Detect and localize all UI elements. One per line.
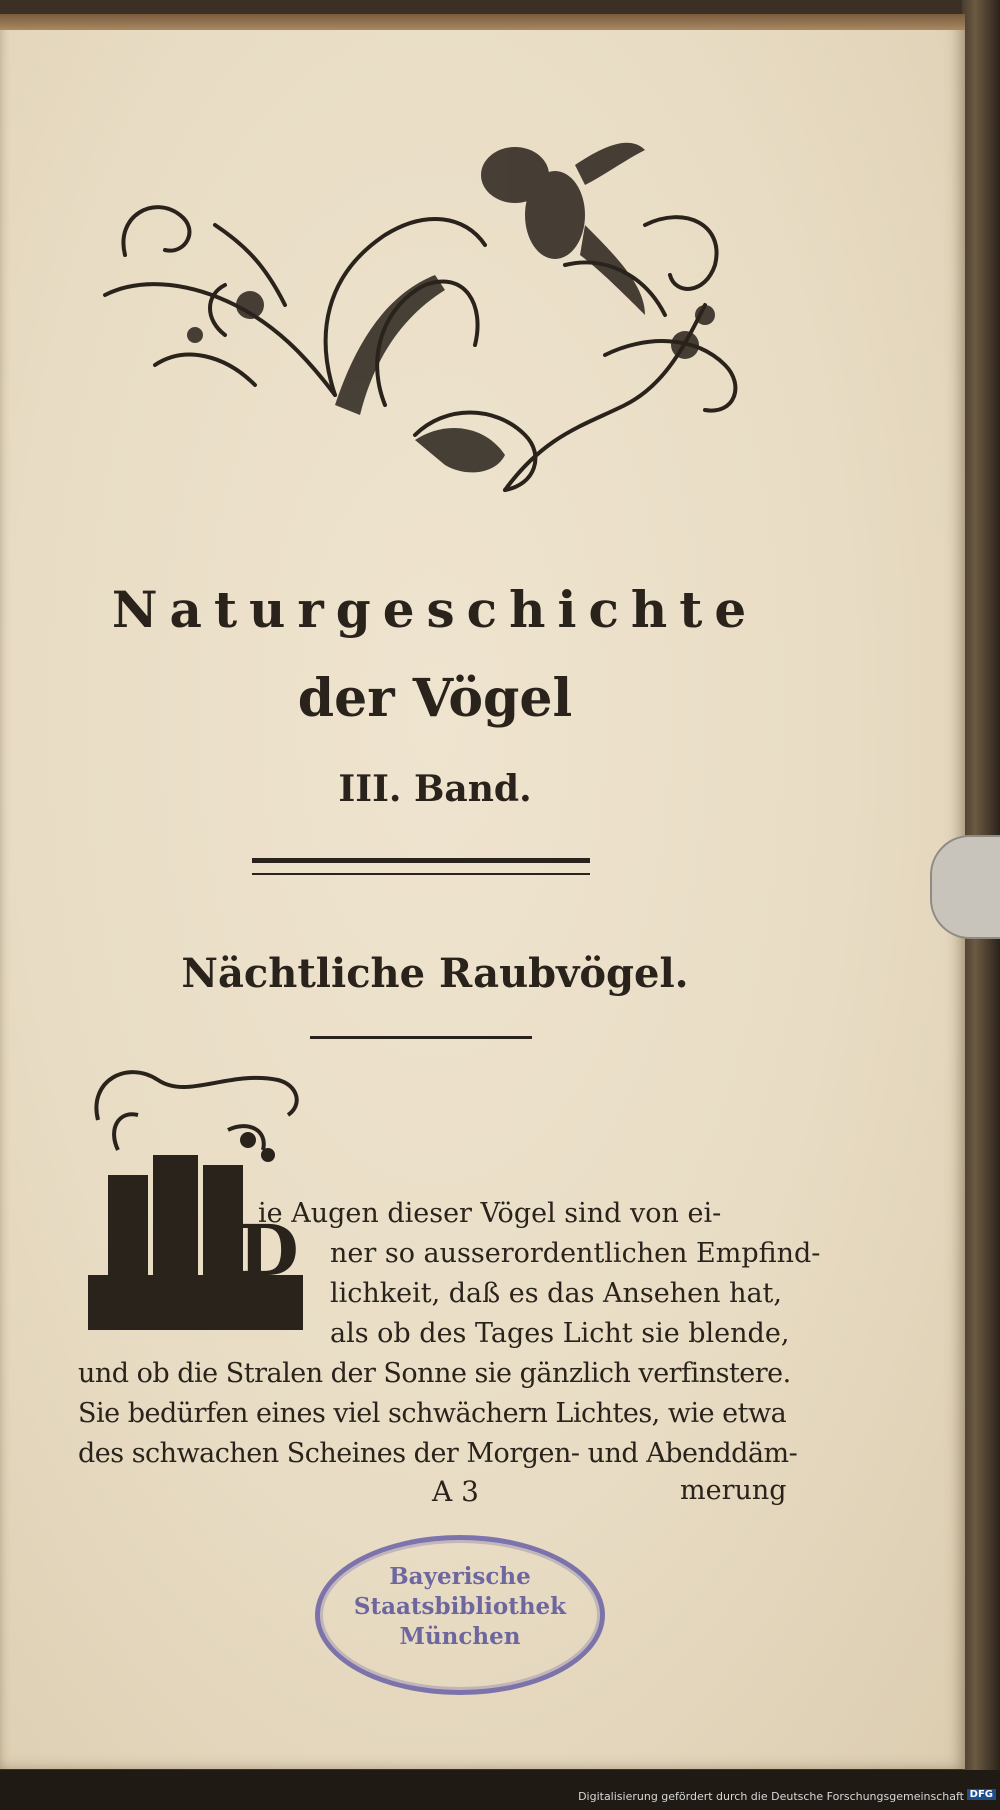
signature-mark: A 3 xyxy=(432,1475,479,1508)
stamp-line-1: Bayerische xyxy=(389,1563,531,1590)
body-line-5: und ob die Stralen der Sonne sie gänzlich verfinstere. xyxy=(78,1358,791,1389)
catchword: merung xyxy=(680,1475,787,1506)
library-stamp xyxy=(315,1535,605,1695)
book-title-line1: Naturgeschichte xyxy=(111,580,759,639)
digitization-credit: Digitalisierung gefördert durch die Deutsche Forschungsgemeinschaft xyxy=(578,1790,964,1803)
body-line-2: ner so ausserordentlichen Empfind- xyxy=(330,1238,821,1269)
book-title-line2: der Vögel xyxy=(297,668,573,729)
section-title: Nächtliche Raubvögel. xyxy=(181,950,689,997)
volume-label: III. Band. xyxy=(338,768,532,810)
body-line-3: lichkeit, daß es das Ansehen hat, xyxy=(330,1278,782,1309)
ornamental-vignette-cherub xyxy=(85,105,765,500)
double-rule-divider xyxy=(252,858,590,875)
dfg-logo: DFG xyxy=(967,1789,996,1800)
single-rule-divider xyxy=(310,1036,532,1039)
page-top-edge xyxy=(0,14,965,30)
body-line-7: des schwachen Scheines der Morgen- und Abenddäm- xyxy=(78,1438,798,1469)
stamp-line-2: Staatsbibliothek xyxy=(353,1593,567,1620)
body-line-6: Sie bedürfen eines viel schwächern Lichtes, wie etwa xyxy=(78,1398,787,1429)
body-line-1: ie Augen dieser Vögel sind von ei- xyxy=(258,1198,722,1229)
body-line-4: als ob des Tages Licht sie blende, xyxy=(330,1318,790,1349)
initial-letter: D xyxy=(238,1209,299,1292)
page-tab-marker xyxy=(930,835,1000,939)
stamp-line-3: München xyxy=(399,1623,521,1650)
